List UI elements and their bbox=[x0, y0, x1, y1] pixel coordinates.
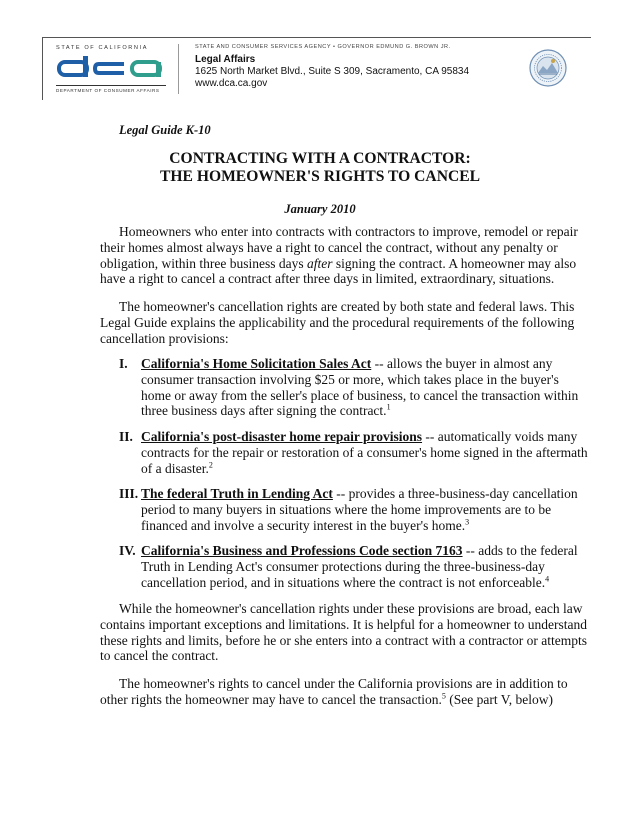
footnote-ref[interactable]: 1 bbox=[386, 402, 391, 412]
dca-logo-block bbox=[56, 45, 166, 93]
department-label: DEPARTMENT OF CONSUMER AFFAIRS bbox=[56, 85, 166, 93]
additional-rights-paragraph: The homeowner's rights to cancel under the California provisions are in addition to other rights the homeowner may have to cancel the transaction.$^5$ (See part V, below) bbox=[100, 676, 568, 707]
intro-paragraph: Homeowners who enter into contracts with contractors to improve, remodel or repair their homes almost always have a right to cancel the contract, without any penalty or obligation, within three business days after signing the contract. A homeowner may also have a right to cancel a contract after three days in limited, extraordinary, situations. bbox=[100, 224, 578, 287]
provision-heading: California's Home Solicitation Sales Act bbox=[141, 356, 372, 371]
overview-paragraph: The homeowner's cancellation rights are created by both state and federal laws. This Legal Guide explains the applicability and the procedural requirements of the following cancellation provisions: bbox=[100, 299, 575, 346]
document-date: January 2010 bbox=[284, 202, 356, 216]
agency-line: STATE AND CONSUMER SERVICES AGENCY • GOVERNOR EDMUND G. BROWN JR. bbox=[195, 44, 451, 50]
guide-label: Legal Guide K-10 bbox=[119, 123, 211, 137]
list-item: I. California's Home Solicitation Sales Act -- allows the buyer in almost any consumer transaction involving $25 or more, which takes place in the buyer's home or away from the seller's place of business, to cancel the transaction within three business days after signing the contract.$^1$ bbox=[119, 356, 579, 419]
page-title-line-1: CONTRACTING WITH A CONTRACTOR: bbox=[169, 150, 471, 167]
footnote-ref[interactable]: 2 bbox=[208, 460, 213, 470]
california-seal-icon bbox=[529, 49, 567, 87]
letterhead-contact bbox=[195, 44, 469, 90]
page-title-line-2: THE HOMEOWNER'S RIGHTS TO CANCEL bbox=[159, 168, 481, 185]
footnote-ref[interactable]: 3 bbox=[465, 517, 470, 527]
dca-logo bbox=[56, 55, 164, 77]
letterhead-divider bbox=[178, 44, 179, 94]
provision-heading: California's Business and Professions Code section 7163 bbox=[141, 543, 463, 558]
state-label: STATE OF CALIFORNIA bbox=[56, 45, 149, 51]
office-address: 1625 North Market Blvd., Suite S 309, Sacramento, CA 95834 bbox=[195, 66, 470, 77]
emphasis-after: after bbox=[306, 255, 333, 271]
footnote-ref[interactable]: 4 bbox=[545, 574, 550, 584]
footnote-ref[interactable]: 5 bbox=[441, 691, 446, 701]
website-link[interactable]: www.dca.ca.gov bbox=[195, 78, 268, 89]
provision-heading: California's post-disaster home repair provisions bbox=[141, 429, 423, 444]
office-name: Legal Affairs bbox=[195, 54, 256, 65]
exceptions-paragraph: While the homeowner's cancellation rights under these provisions are broad, each law contains important exceptions and limitations. It is helpful for a homeowner to understand these rights and limits, before he or she enters into a contract with a contractor or attempts to cancel the contract. bbox=[100, 601, 588, 664]
provision-heading: The federal Truth in Lending Act bbox=[141, 486, 333, 501]
list-item: IV. California's Business and Professions Code section 7163 -- adds to the federal Truth in Lending Act's consumer protections during the three-business-day cancellation period, and in situations where the contract is not enforceable.$^4$ bbox=[119, 543, 578, 590]
list-item: II. California's post-disaster home repair provisions -- automatically voids many contracts for the repair or restoration of a consumer's home signed in the aftermath of a disaster.$^2$ bbox=[119, 429, 588, 476]
list-item: III. The federal Truth in Lending Act -- provides a three-business-day cancellation period to many buyers in situations where the home improvements are to be financed and involve a security interest in the buyer's home.$^3$ bbox=[119, 486, 578, 533]
